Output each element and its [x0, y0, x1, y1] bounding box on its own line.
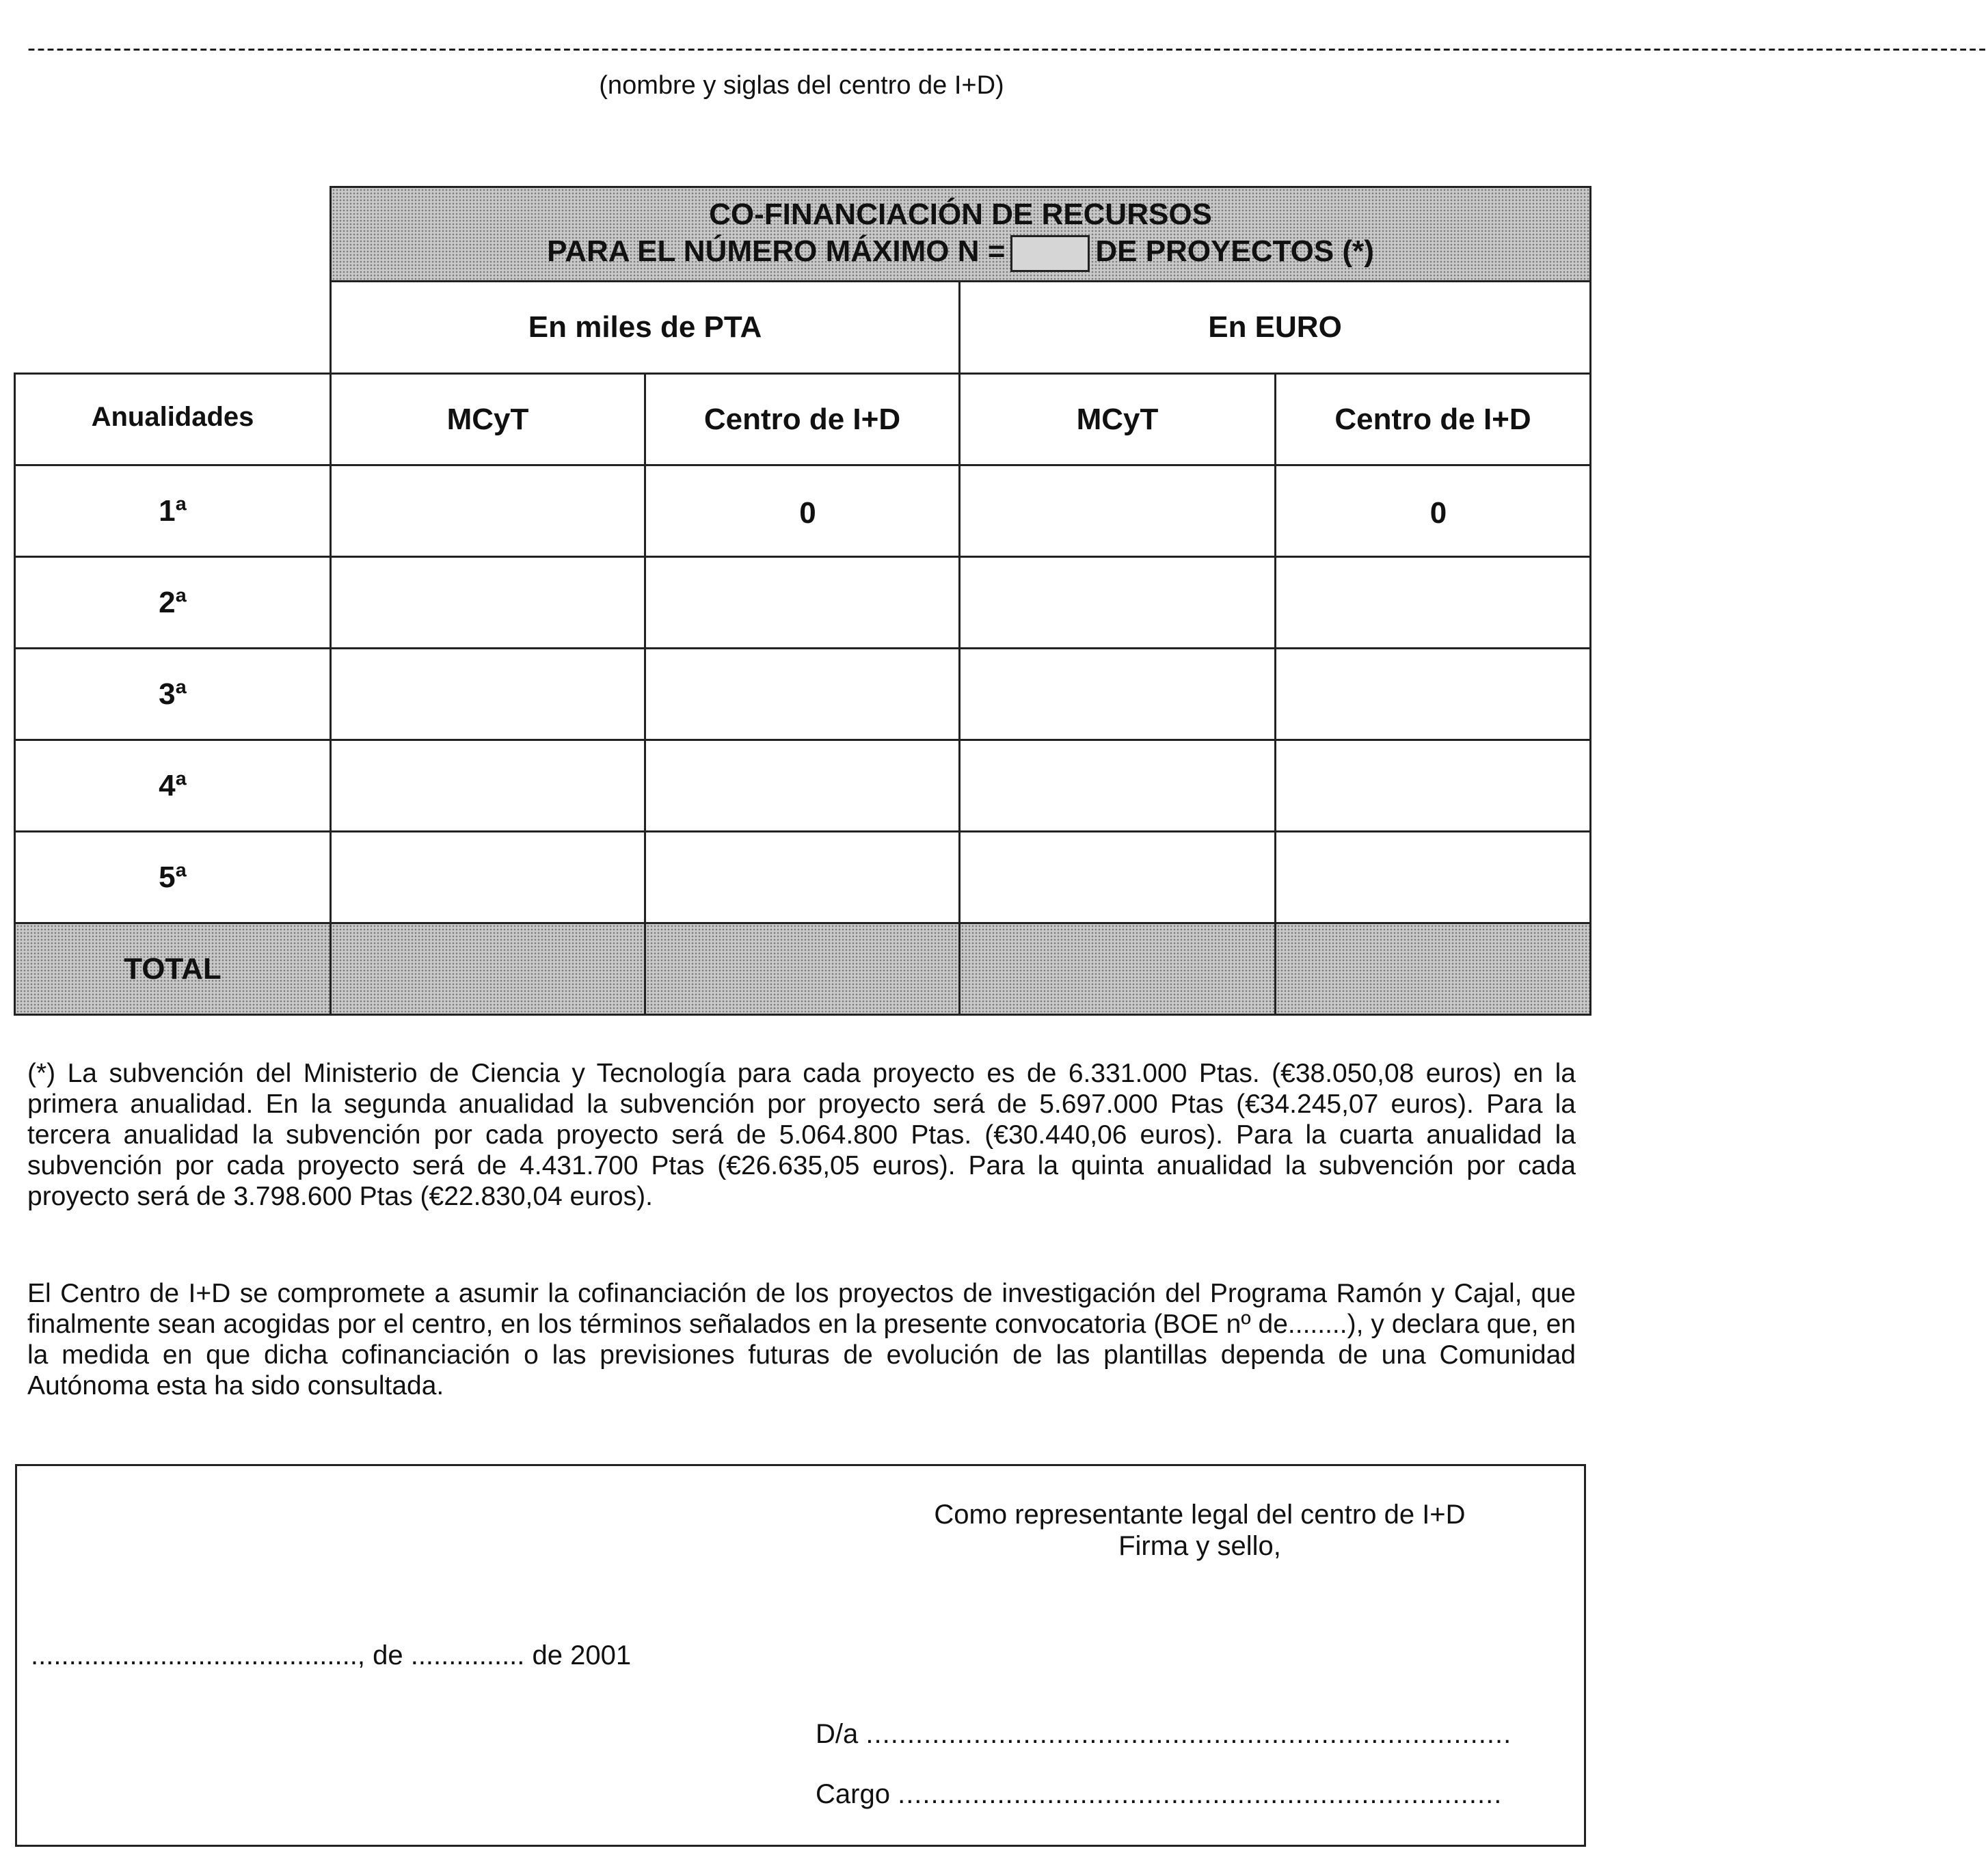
centro-caption: (nombre y siglas del centro de I+D) — [599, 71, 1004, 100]
col-centro-euro: Centro de I+D — [1276, 374, 1591, 465]
col-anualidades: Anualidades — [15, 374, 331, 465]
table-row — [15, 832, 1591, 923]
table-row — [15, 557, 1591, 649]
row-label: 5ª — [15, 832, 331, 923]
cell-mcyt-euro[interactable] — [960, 465, 1276, 557]
currency-pta-header: En miles de PTA — [331, 282, 960, 374]
table-title-line2 — [332, 233, 1589, 271]
cell-mcyt-pta[interactable] — [331, 465, 645, 557]
row-label: 4ª — [15, 740, 331, 832]
subvencion-note: (*) La subvención del Ministerio de Ciencia y Tecnología para cada proyecto es de 6.331.000 Ptas. (€38.050,08 euros) en la primera anualidad. En la segunda anualidad la subvención por proyecto será de 5.697.000 Ptas (€34.245,07 euros). Para la tercera anualidad la subvención por cada proyecto será de 5.064.800 Ptas. (€30.440,06 euros). Para la cuarta anualidad la subvención por cada proyecto será de 4.431.700 Ptas (€26.635,05 euros). Para la quinta anualidad la subvención por cada proyecto será de 3.798.600 Ptas (€22.830,04 euros). — [27, 1059, 1576, 1211]
total-row — [15, 923, 1591, 1015]
cofinanciacion-table — [14, 186, 1591, 1016]
table-row — [15, 465, 1591, 557]
total-mcyt-euro[interactable] — [960, 923, 1276, 1015]
da-label: D/a — [816, 1719, 859, 1749]
table-row — [15, 740, 1591, 832]
col-centro-pta: Centro de I+D — [645, 374, 960, 465]
date-field[interactable]: ..........................................., de ............... de 2001 — [31, 1640, 632, 1670]
cargo-dots: ......................................................................... — [898, 1779, 1503, 1809]
signature-box — [15, 1464, 1586, 1847]
cell-centro-pta[interactable]: 0 — [645, 465, 960, 557]
table-title-line1: CO-FINANCIACIÓN DE RECURSOS — [709, 198, 1212, 232]
cargo-line[interactable] — [816, 1779, 1502, 1810]
cell-mcyt-euro[interactable] — [960, 557, 1276, 649]
legal-representative — [858, 1499, 1542, 1562]
cell-centro-pta[interactable] — [645, 557, 960, 649]
cell-centro-euro[interactable] — [1276, 649, 1591, 740]
row-label: 3ª — [15, 649, 331, 740]
cell-centro-euro[interactable] — [1276, 832, 1591, 923]
cell-mcyt-pta[interactable] — [331, 832, 645, 923]
table-title-suffix: DE PROYECTOS (*) — [1095, 234, 1374, 269]
total-centro-euro[interactable] — [1276, 923, 1591, 1015]
row-label: 1ª — [15, 465, 331, 557]
cell-centro-pta[interactable] — [645, 649, 960, 740]
cargo-label: Cargo — [816, 1779, 890, 1809]
table-row — [15, 649, 1591, 740]
total-mcyt-pta[interactable] — [331, 923, 645, 1015]
cell-mcyt-pta[interactable] — [331, 557, 645, 649]
currency-euro-header: En EURO — [960, 282, 1591, 374]
compromiso-note: El Centro de I+D se compromete a asumir la cofinanciación de los proyectos de investigación del Programa Ramón y Cajal, que finalmente sean acogidas por el centro, en los términos señalados en la presente convocatoria (BOE nº de........), y declara que, en la medida en que dicha cofinanciación o las previsiones futuras de evolución de las plantillas dependa de una Comunidad Autónoma esta ha sido consultada. — [27, 1279, 1576, 1400]
da-line[interactable] — [816, 1719, 1512, 1750]
da-dots: .............................................................................. — [865, 1719, 1512, 1749]
col-mcyt-euro: MCyT — [960, 374, 1276, 465]
corner-blank-2 — [15, 282, 331, 374]
cell-centro-pta[interactable] — [645, 740, 960, 832]
name-line: ------------------------------------------------------------------------------------------------------------------------------------------------------------------------------------------------------------- — [27, 33, 1988, 62]
cell-mcyt-pta[interactable] — [331, 649, 645, 740]
legal-line1: Como representante legal del centro de I+D — [934, 1500, 1466, 1530]
corner-blank — [15, 187, 331, 282]
n-projects-field[interactable] — [1010, 235, 1090, 272]
table-title — [331, 187, 1591, 282]
cell-centro-euro[interactable]: 0 — [1276, 465, 1591, 557]
total-centro-pta[interactable] — [645, 923, 960, 1015]
cell-mcyt-euro[interactable] — [960, 740, 1276, 832]
cell-centro-euro[interactable] — [1276, 740, 1591, 832]
legal-line2: Firma y sello, — [1118, 1531, 1281, 1561]
cell-mcyt-euro[interactable] — [960, 832, 1276, 923]
col-mcyt-pta: MCyT — [331, 374, 645, 465]
table-title-prefix: PARA EL NÚMERO MÁXIMO N = — [547, 234, 1006, 269]
row-label: 2ª — [15, 557, 331, 649]
cell-centro-euro[interactable] — [1276, 557, 1591, 649]
cell-centro-pta[interactable] — [645, 832, 960, 923]
cell-mcyt-pta[interactable] — [331, 740, 645, 832]
total-label: TOTAL — [15, 923, 331, 1015]
cell-mcyt-euro[interactable] — [960, 649, 1276, 740]
